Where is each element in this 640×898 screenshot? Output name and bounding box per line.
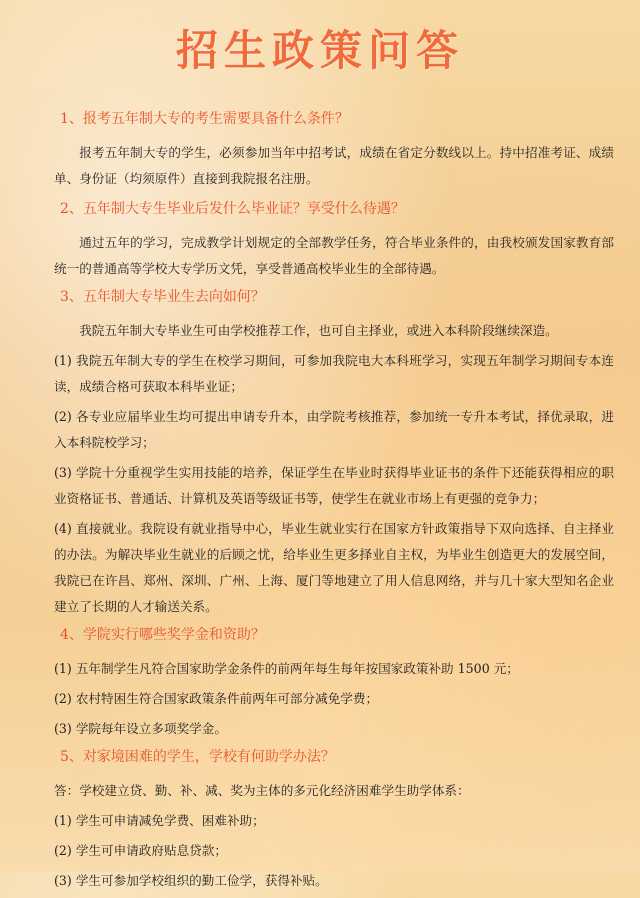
answer-paragraph: 报考五年制大专的学生，必须参加当年中招考试，成绩在省定分数线以上。持中招准考证、成绩单、身份证（均须原件）直接到我院报名注册。 — [54, 145, 614, 186]
answer-item: (2) 农村特困生符合国家政策条件前两年可部分减免学费； — [54, 691, 379, 706]
answer-paragraph: 通过五年的学习，完成教学计划规定的全部教学任务，符合毕业条件的，由我校颁发国家教育部统一的普通高等学校大专学历文凭，享受普通高校毕业生的全部待遇。 — [54, 235, 614, 276]
answer-item: 答：学校建立贷、勤、补、减、奖为主体的多元化经济困难学生助学体系： — [54, 783, 470, 798]
qa-content — [54, 108, 614, 898]
question-1: 1、报考五年制大专的考生需要具备什么条件？ — [60, 111, 349, 127]
qa-section-1 — [54, 108, 614, 192]
answer-item: (3) 学院十分重视学生实用技能的培养，保证学生在毕业时获得毕业证书的条件下还能获得相应的职业资格证书、普通话、计算机及英语等级证书等，使学生在就业市场上有更强的竞争力； — [54, 465, 614, 506]
question-5: 5、对家境困难的学生，学校有何助学办法？ — [60, 749, 335, 765]
page-title: 招生政策问答 — [175, 26, 464, 75]
answer-item: (2) 学生可申请政府贴息贷款； — [54, 843, 227, 858]
answer-item: (1) 学生可申请减免学费、困难补助； — [54, 813, 265, 828]
answer-item: (1) 我院五年制大专的学生在校学习期间，可参加我院电大本科班学习，实现五年制学习期间专本连读，成绩合格可获取本科毕业证； — [54, 353, 614, 394]
answer-paragraph: 我院五年制大专毕业生可由学校推荐工作，也可自主择业，或进入本科阶段继续深造。 — [79, 323, 558, 338]
question-3: 3、五年制大专毕业生去向如何？ — [60, 289, 265, 305]
answer-item: (3) 学生可参加学校组织的勤工俭学，获得补贴。 — [54, 873, 328, 888]
answer-item: (4) 直接就业。我院设有就业指导中心，毕业生就业实行在国家方针政策指导下双向选择、自主择业的办法。为解决毕业生就业的后顾之忧，给毕业生更多择业自主权，为毕业生创造更大的发展空间，我院已在许昌、郑州、深圳、广州、上海、厦门等地建立了用人信息网络，并与几十家大型知名企业建立了长期的人才输送关系。 — [54, 521, 614, 614]
qa-section-3 — [54, 286, 614, 620]
question-4: 4、学院实行哪些奖学金和资助？ — [60, 627, 265, 643]
answer-item: (2) 各专业应届毕业生均可提出申请专升本，由学院考核推荐，参加统一专升本考试，择优录取，进入本科院校学习； — [54, 409, 614, 450]
qa-section-4 — [54, 624, 614, 742]
qa-section-2 — [54, 198, 614, 282]
question-2: 2、五年制大专生毕业后发什么毕业证？享受什么待遇？ — [60, 201, 405, 217]
answer-item: (1) 五年制学生凡符合国家助学金条件的前两年每生每年按国家政策补助 1500 元； — [54, 661, 519, 676]
answer-item: (3) 学院每年设立多项奖学金。 — [54, 721, 227, 736]
